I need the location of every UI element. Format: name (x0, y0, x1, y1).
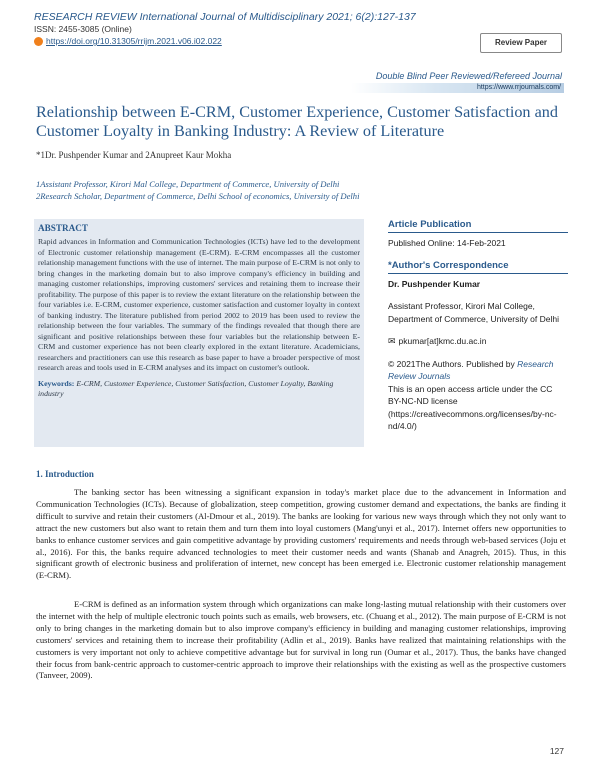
authors: *1Dr. Pushpender Kumar and 2Anupreet Kaur Mokha (36, 150, 232, 160)
paragraph-2: E-CRM is defined as an information system through which organizations can make long-lasting mutual relationship with their customers over the internet with the help of multiple electronic touch points such as emails, web browsers, etc. (Chuang et al., 2012). The main purpose of E-CRM is not only to bring changes in the marketing domain but to also improve company's efficiency in building and managing customer relationships, improving customers' services and retaining them to increase their profitability (Adlin et al., 2019). Banks have realized that maintaining relationships with the customers is very important not only to achieve competitive advantage but for survival in long run (Oumar et al., 2017). Thus, the banks have changed their focus from bank-centric approach to customer-centric approach to improve their relationships with the existing as well as the prospective customers (Tanveer, 2009). (36, 599, 566, 681)
publication-heading: Article Publication (388, 219, 568, 233)
peer-review-label: Double Blind Peer Reviewed/Refereed Journal (375, 71, 562, 81)
license-text: This is an open access article under the CC BY-NC-ND license (388, 383, 553, 406)
copyright-text: © 2021The Authors. Published by (388, 358, 515, 369)
doi-link[interactable]: https://doi.org/10.31305/rrijm.2021.v06.i02.022 (46, 36, 222, 46)
keywords-label: Keywords: (38, 378, 75, 388)
correspondence-heading: *Author's Correspondence (388, 260, 568, 274)
publisher-link[interactable]: Research Review Journals (388, 358, 554, 381)
published-date: Published Online: 14-Feb-2021 (388, 238, 506, 248)
correspondence-address: Assistant Professor, Kirori Mal College, Department of Commerce, University of Delhi (388, 301, 560, 324)
review-paper-badge: Review Paper (480, 33, 562, 53)
keywords-list: E-CRM, Customer Experience, Customer Satisfaction, Customer Loyalty, Banking industry (38, 378, 334, 398)
article-info-sidebar (388, 219, 568, 433)
license-url[interactable]: (https://creativecommons.org/licenses/by-nc-nd/4.0/) (388, 408, 557, 431)
email-address[interactable]: pkumar[at]kmc.du.ac.in (398, 336, 487, 346)
article-title: Relationship between E-CRM, Customer Experience, Customer Satisfaction and Customer Loyalty in Banking Industry: A Review of Literature (36, 103, 558, 140)
open-access-icon (34, 37, 43, 46)
page-number: 127 (549, 746, 564, 756)
mail-icon: ✉ (388, 336, 396, 346)
doi-row (34, 36, 222, 46)
affiliation-1: 1Assistant Professor, Kirori Mal College, Department of Commerce, University of Delhi (36, 179, 340, 189)
affiliation-2: 2Research Scholar, Department of Commerce, Delhi School of economics, University of Delhi (36, 191, 360, 201)
paragraph-1: The banking sector has been witnessing a significant expansion in today's market place due to the advancement in Information and Communication Technologies (ICTs). Because of globalization, steep competition, growing customer demand and expectations, the banks are finding it difficult to survive and retain their customers (Al-Dmour et al., 2019). The banks are looking for various new ways through which they not only want to attract the new customers but also want to retain them and turn them into loyal customers (Mang'unyi et al., 2017). Internet offers new opportunities to banks to enhance customer services and gain competitive advantage by providing customers' requirements and needs through web-based services (Joju et al., 2016). For this, the banks require advanced technologies to meet their customer needs and wants (Shanab and Anagreh, 2015). Thus, in this significant growth of electronic business and proliferation of internet, new concept has been emerged i.e. Electronic customer relationship management (E-CRM). (36, 487, 566, 581)
abstract-body: Rapid advances in Information and Communication Technologies (ICTs) have led to the development of Electronic customer relationship management (E-CRM). E-CRM encompasses all the customer relationship management functions with the use of internet. The main purpose of E-CRM is not only to bring changes in the marketing domain but to also improve company's efficiency in building and managing customer relationships, improving customers' services and retaining them to increase their profitability. The purpose of this paper is to review the extant literature on the relationship between the four variables i.e. E-CRM, customer experience, customer satisfaction and customer loyalty in context of banking industry. The literature published from period 2002 to 2019 has been used to review the relationship between the four variables. The summary of the findings revealed that though there are significant and positive relationships between these four variables but the relationship between E-CRM and customer experience has not been clearly explored in the extant literature. Academicians, researchers and practitioners can use this research as base paper to have a broader perspective of most research areas and tools used in E-CRM analyses and its impact on customer's outlook. (38, 237, 360, 372)
abstract-heading: ABSTRACT (38, 223, 89, 233)
correspondence-name: Dr. Pushpender Kumar (388, 278, 481, 289)
copyright (388, 358, 568, 383)
website-link[interactable]: https://www.rrjournals.com/ (351, 83, 564, 93)
abstract-box (34, 219, 364, 447)
journal-citation: RESEARCH REVIEW International Journal of Multidisciplinary 2021; 6(2):127-137 (34, 11, 416, 23)
keywords (38, 379, 360, 400)
issn: ISSN: 2455-3085 (Online) (34, 24, 132, 34)
email-row (388, 335, 568, 348)
section-heading-introduction: 1. Introduction (36, 469, 94, 479)
